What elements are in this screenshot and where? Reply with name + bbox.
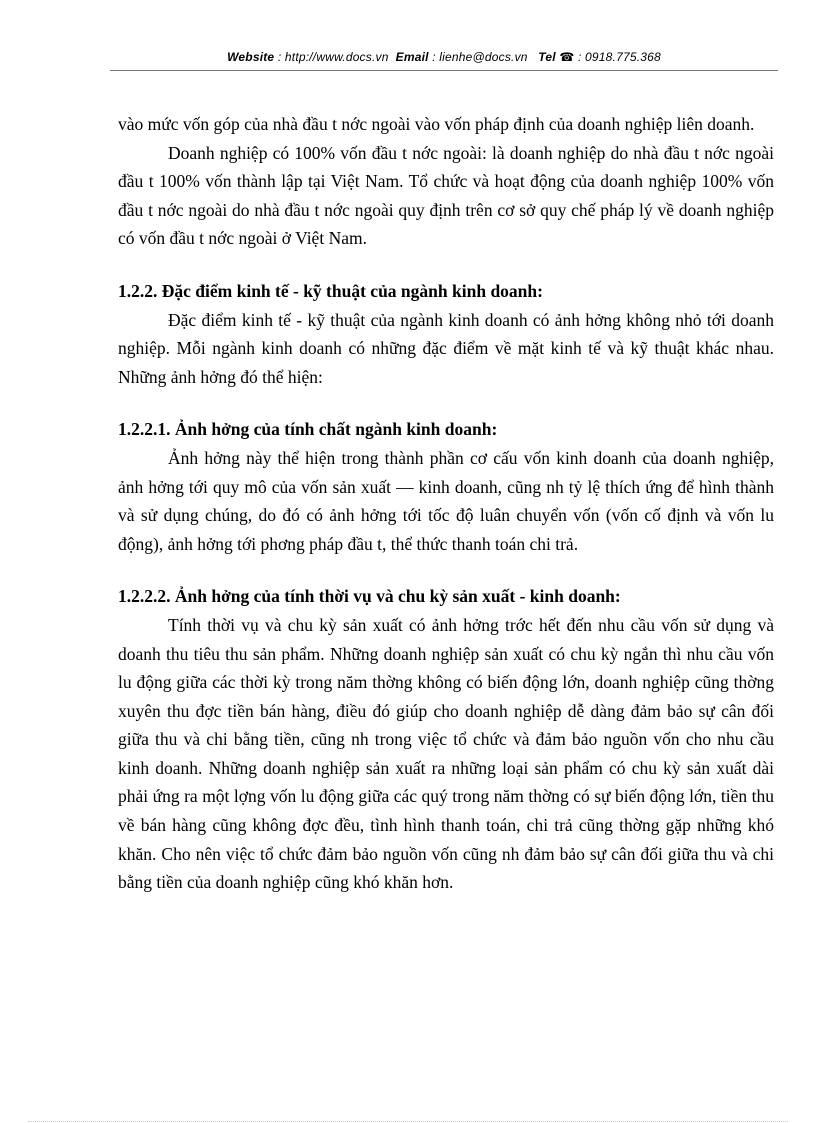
paragraph-seasonality: Tính thời vụ và chu kỳ sản xuất có ảnh hởng trớc hết đến nhu cầu vốn sử dụng và doanh thu tiêu thu sản phẩm. Những doanh nghiệp sản xuất có chu kỳ ngắn thì nhu cầu vốn lu động giữa các thời kỳ trong năm thờng không có biến động lớn, doanh nghiệp cũng thờng xuyên thu đợc tiền bán hàng, điều đó giúp cho doanh nghiệp dễ dàng đảm bảo sự cân đối giữa thu và chi bằng tiền, cũng nh trong việc tổ chức và đảm bảo nguồn vốn cho nhu cầu kinh doanh. Những doanh nghiệp sản xuất ra những loại sản phẩm có chu kỳ sản xuất dài phải ứng ra một lợng vốn lu động giữa các quý trong năm thờng có sự biến động lớn, tiền thu về bán hàng cũng không đợc đều, tình hình thanh toán, chi trả cũng thờng gặp những khó khăn. Cho nên việc tổ chức đảm bảo nguồn vốn cũng nh đảm bảo sự cân đối giữa thu và chi bằng tiền của doanh nghiệp cũng khó khăn hơn.: [118, 614, 774, 893]
tel-label: Tel: [538, 50, 556, 64]
email-label: Email: [395, 50, 429, 64]
paragraph-100-percent-fdi: Doanh nghiệp có 100% vốn đầu t nớc ngoài: là doanh nghiệp do nhà đầu t nớc ngoài đầu t 100% vốn thành lập tại Việt Nam. Tổ chức và hoạt động của doanh nghiệp 100% vốn đầu t nớc ngoài do nhà đầu t nớc ngoài quy định trên cơ sở quy chế pháp lý về doanh nghiệp có vốn đầu t nớc ngoài ở Việt Nam.: [118, 142, 774, 249]
paragraph-continuation: vào mức vốn góp của nhà đầu t nớc ngoài vào vốn pháp định của doanh nghiệp liên doanh.: [118, 114, 755, 134]
section-heading-1-2-2-1: 1.2.2.1. Ảnh hởng của tính chất ngành kinh doanh:: [118, 419, 498, 440]
website-label: Website: [227, 50, 275, 64]
paragraph-industry-nature: Ảnh hởng này thể hiện trong thành phần cơ cấu vốn kinh doanh của doanh nghiệp, ảnh hởng tới quy mô của vốn sản xuất — kinh doanh, cũng nh tỷ lệ thích ứng để hình thành và sử dụng chúng, do đó có ảnh hởng tới tốc độ luân chuyển vốn (vốn cố định và vốn lu động), ảnh hởng tới phơng pháp đầu t, thể thức thanh toán chi trả.: [118, 447, 774, 554]
section-heading-1-2-2-2: 1.2.2.2. Ảnh hởng của tính thời vụ và chu kỳ sản xuất - kinh doanh:: [118, 586, 621, 607]
header-divider: [110, 70, 778, 71]
website-url[interactable]: : http://www.docs.vn: [277, 50, 389, 64]
email-address[interactable]: : lienhe@docs.vn: [432, 50, 528, 64]
page-header: [110, 50, 778, 64]
document-body: [118, 110, 774, 897]
page-bottom-border: [28, 1121, 788, 1122]
section-heading-1-2-2: 1.2.2. Đặc điểm kinh tế - kỹ thuật của ngành kinh doanh:: [118, 280, 543, 301]
tel-number: ☎ : 0918.775.368: [559, 50, 661, 64]
paragraph-industry-characteristics: Đặc điểm kinh tế - kỹ thuật của ngành kinh doanh có ảnh hởng không nhỏ tới doanh nghiệp. Mỗi ngành kinh doanh có những đặc điểm về mặt kinh tế và kỹ thuật khác nhau. Những ảnh hởng đó thể hiện:: [118, 309, 774, 387]
